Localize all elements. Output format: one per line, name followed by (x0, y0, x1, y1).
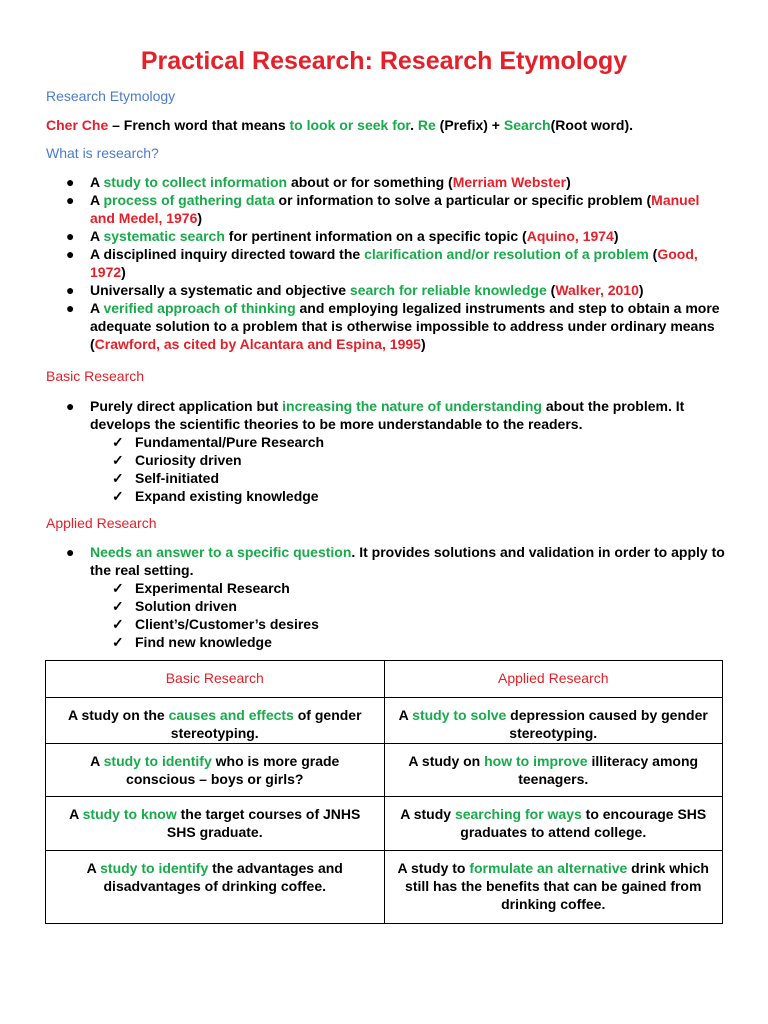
highlight-text: search for reliable knowledge (349, 282, 547, 298)
body-text: A (69, 806, 83, 822)
applied-research-heading: Applied Research (46, 515, 157, 531)
checklist-item (90, 433, 726, 451)
body-text: the target courses of JNHS SHS graduate. (166, 806, 361, 840)
highlight-text: Re (417, 117, 436, 133)
body-text: ( (546, 282, 556, 298)
body-text: A disciplined inquiry directed toward the (90, 246, 365, 262)
list-item (46, 227, 726, 245)
body-text: A (398, 707, 413, 723)
list-item (46, 543, 726, 651)
body-text: ) (420, 336, 426, 352)
bullet-icon: ● (66, 398, 75, 414)
checkmark-icon: ✓ (112, 580, 124, 596)
body-text: A study to (397, 860, 470, 876)
checklist-item (90, 487, 726, 505)
list-item (46, 191, 726, 227)
etymology-definition (46, 116, 633, 134)
body-text: about or for something ( (287, 174, 453, 190)
highlight-text: verified approach of thinking (103, 300, 296, 316)
list-item-text (90, 300, 720, 352)
research-etymology-heading: Research Etymology (46, 88, 176, 104)
page-title: Practical Research: Research Etymology (140, 47, 628, 75)
table-cell (384, 744, 723, 797)
checkmark-icon: ✓ (112, 452, 124, 468)
body-text: the advantages and disadvantages of drinking coffee. (103, 860, 343, 894)
list-item (46, 281, 726, 299)
checkmark-icon: ✓ (112, 488, 124, 504)
body-text: who is more grade conscious – boys or girls? (126, 753, 340, 787)
checklist-item-text: Curiosity driven (135, 452, 242, 468)
highlight-text: clarification and/or resolution of a problem (364, 246, 649, 262)
body-text: – French word that means (108, 117, 290, 133)
list-item-text (90, 246, 698, 280)
list-item (46, 245, 726, 281)
highlight-text: study to identify (103, 753, 212, 769)
body-text: ) (197, 210, 203, 226)
highlight-text: to look or seek for (289, 117, 411, 133)
body-text: depression caused by gender stereotyping. (506, 707, 708, 741)
highlight-text: study to solve (412, 707, 507, 723)
body-text: A (90, 174, 104, 190)
checklist-item-text: Expand existing knowledge (135, 488, 319, 504)
citation-text: Good, 1972 (90, 246, 698, 280)
highlight-text: study to know (82, 806, 177, 822)
bullet-icon: ● (66, 192, 75, 208)
body-text: illiteracy among teenagers. (518, 753, 699, 787)
citation-text: Walker, 2010 (555, 282, 639, 298)
body-text: ) (566, 174, 571, 190)
body-text: ( (648, 246, 658, 262)
citation-text: Crawford, as cited by Alcantara and Espina, 1995 (94, 336, 421, 352)
body-text: . It provides solutions and validation in order to apply to the real setting. (90, 544, 725, 578)
bullet-icon: ● (66, 174, 75, 190)
list-item-text (90, 544, 725, 578)
body-text: Universally a systematic and objective (90, 282, 350, 298)
list-item (46, 397, 726, 505)
body-text: about the problem. It develops the scientific theories to be more understandable to the readers. (90, 398, 685, 432)
list-item (46, 299, 726, 353)
body-text: drink which still has the benefits that can be gained from drinking coffee. (405, 860, 709, 912)
highlight-text: formulate an alternative (469, 860, 628, 876)
body-text: A (90, 192, 104, 208)
basic-research-heading: Basic Research (46, 368, 145, 384)
highlight-text: increasing the nature of understanding (282, 398, 542, 414)
table-cell (384, 851, 723, 924)
body-text: (Root word). (550, 117, 633, 133)
bullet-icon: ● (66, 246, 75, 262)
highlight-text: study to identify (100, 860, 209, 876)
highlight-text: study to collect information (103, 174, 288, 190)
table-cell (384, 698, 723, 744)
checklist-item (90, 469, 726, 487)
checklist-item-text: Fundamental/Pure Research (135, 434, 325, 450)
highlight-text: how to improve (484, 753, 588, 769)
body-text: A study on the (67, 707, 169, 723)
body-text: or information to solve a particular or specific problem ( (274, 192, 652, 208)
table-cell (384, 797, 723, 851)
body-text: A (90, 300, 104, 316)
highlight-text: process of gathering data (103, 192, 275, 208)
body-text: for pertinent information on a specific topic ( (224, 228, 527, 244)
checklist-item-text: Self-initiated (135, 470, 220, 486)
table-header-basic: Basic Research (46, 661, 385, 698)
table-cell (46, 698, 385, 744)
body-text: of gender stereotyping. (170, 707, 362, 741)
comparison-table (45, 660, 723, 924)
checklist-item (90, 615, 726, 633)
what-is-research-heading: What is research? (46, 145, 159, 161)
checklist-item-text: Experimental Research (135, 580, 290, 596)
applied-research-list (46, 543, 726, 651)
list-item-text (90, 192, 699, 226)
list-item-text (90, 174, 571, 190)
body-text: to encourage SHS graduates to attend college. (460, 806, 707, 840)
table-header-row (46, 661, 723, 698)
checklist-item (90, 633, 726, 651)
citation-text: Aquino, 1974 (526, 228, 614, 244)
basic-research-list (46, 397, 726, 505)
bullet-icon: ● (66, 300, 75, 316)
highlight-text: Search (503, 117, 551, 133)
highlight-text: searching for ways (454, 806, 582, 822)
bullet-icon: ● (66, 544, 75, 560)
body-text: ) (638, 282, 644, 298)
checklist-item-text: Find new knowledge (135, 634, 272, 650)
research-definitions-list (46, 173, 726, 353)
table-row (46, 851, 723, 924)
checklist-item (90, 579, 726, 597)
body-text: A study on (408, 753, 485, 769)
table-row (46, 744, 723, 797)
highlight-text: causes and effects (168, 707, 294, 723)
list-item-text (90, 282, 644, 298)
checklist-item (90, 597, 726, 615)
table-row (46, 698, 723, 744)
checkmark-icon: ✓ (112, 598, 124, 614)
checklist-item (90, 451, 726, 469)
applied-checklist (90, 579, 726, 651)
body-text: A (86, 860, 101, 876)
body-text: A (90, 228, 104, 244)
checklist-item-text: Client’s/Customer’s desires (135, 616, 319, 632)
list-item-text (90, 228, 619, 244)
table-cell (46, 851, 385, 924)
table-row (46, 797, 723, 851)
table-header-applied: Applied Research (384, 661, 723, 698)
checkmark-icon: ✓ (112, 634, 124, 650)
table-cell (46, 797, 385, 851)
bullet-icon: ● (66, 282, 75, 298)
citation-text: Manuel and Medel, 1976 (90, 192, 700, 226)
checkmark-icon: ✓ (112, 434, 124, 450)
basic-checklist (90, 433, 726, 505)
citation-text: Cher Che (46, 117, 109, 133)
body-text: and employing legalized instruments and step to obtain a more adequate solution to a problem that is otherwise impossible to address under ordinary means ( (90, 300, 720, 352)
citation-text: Merriam Webster (452, 174, 567, 190)
checklist-item-text: Solution driven (135, 598, 237, 614)
highlight-text: systematic search (103, 228, 225, 244)
highlight-text: Needs an answer to a specific question (90, 544, 352, 560)
body-text: A study (400, 806, 455, 822)
checkmark-icon: ✓ (112, 616, 124, 632)
body-text: (Prefix) + (435, 117, 504, 133)
body-text: ) (613, 228, 619, 244)
body-text: . (410, 117, 418, 133)
list-item (46, 173, 726, 191)
list-item-text (90, 398, 684, 432)
body-text: Purely direct application but (90, 398, 283, 414)
body-text: ) (121, 264, 126, 280)
checkmark-icon: ✓ (112, 470, 124, 486)
bullet-icon: ● (66, 228, 75, 244)
table-cell (46, 744, 385, 797)
body-text: A (90, 753, 104, 769)
